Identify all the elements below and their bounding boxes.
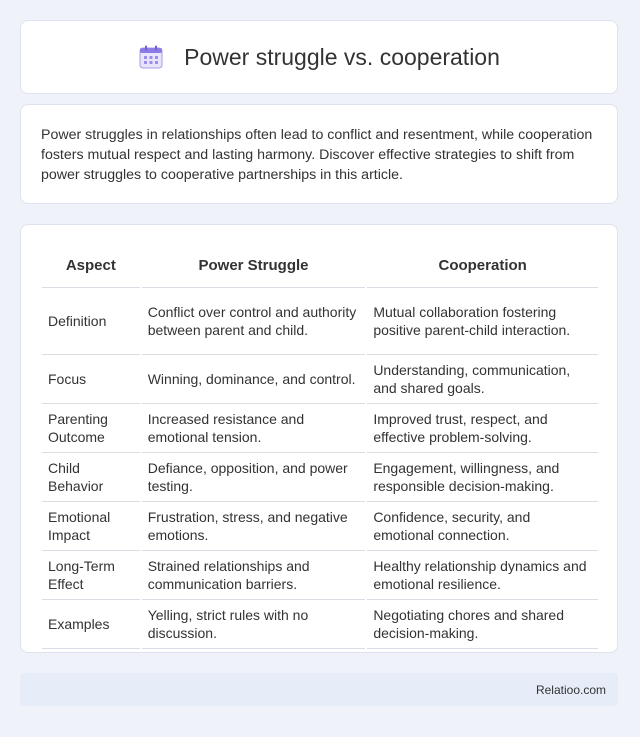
- table-row: [42, 355, 598, 404]
- header-aspect: Aspect: [42, 245, 140, 288]
- cell-aspect: Focus: [42, 355, 140, 404]
- cell-power-struggle: Winning, dominance, and control.: [142, 355, 366, 404]
- cell-power-struggle: Increased resistance and emotional tension.: [142, 404, 366, 453]
- footer-brand: Relatioo.com: [535, 682, 606, 697]
- cell-aspect: Long-Term Effect: [42, 551, 140, 600]
- table-card: [20, 224, 618, 653]
- cell-aspect: Examples: [42, 600, 140, 649]
- cell-power-struggle: Strained relationships and communication barriers.: [142, 551, 366, 600]
- intro-text: Power struggles in relationships often lead to conflict and resentment, while cooperation fosters mutual respect and lasting harmony. Discover effective strategies to shift from power struggles to cooperative partnerships in this article.: [41, 127, 593, 183]
- cell-power-struggle: Frustration, stress, and negative emotions.: [142, 502, 366, 551]
- table-row: [42, 502, 598, 551]
- cell-power-struggle: Yelling, strict rules with no discussion.: [142, 600, 366, 649]
- cell-cooperation: Improved trust, respect, and effective problem-solving.: [367, 404, 598, 453]
- cell-aspect: Emotional Impact: [42, 502, 140, 551]
- cell-cooperation: Negotiating chores and shared decision-making.: [367, 600, 598, 649]
- cell-cooperation: Confidence, security, and emotional connection.: [367, 502, 598, 551]
- cell-cooperation: Mutual collaboration fostering positive parent-child interaction.: [367, 288, 598, 355]
- cell-aspect: Child Behavior: [42, 453, 140, 502]
- calendar-icon: [138, 44, 164, 70]
- table-header-row: [42, 245, 598, 288]
- header-power-struggle: Power Struggle: [142, 245, 366, 288]
- table-row: [42, 288, 598, 355]
- table-row: [42, 600, 598, 649]
- cell-aspect: Definition: [42, 288, 140, 355]
- table-row: [42, 551, 598, 600]
- cell-aspect: Parenting Outcome: [42, 404, 140, 453]
- footer: [20, 673, 618, 706]
- cell-power-struggle: Conflict over control and authority between parent and child.: [142, 288, 366, 355]
- header-cooperation: Cooperation: [367, 245, 598, 288]
- cell-cooperation: Healthy relationship dynamics and emotional resilience.: [367, 551, 598, 600]
- cell-cooperation: Understanding, communication, and shared goals.: [367, 355, 598, 404]
- intro-card: [20, 104, 618, 204]
- title-card: [20, 20, 618, 94]
- cell-cooperation: Engagement, willingness, and responsible decision-making.: [367, 453, 598, 502]
- cell-power-struggle: Defiance, opposition, and power testing.: [142, 453, 366, 502]
- table-row: [42, 453, 598, 502]
- comparison-table: [40, 245, 600, 649]
- table-row: [42, 404, 598, 453]
- page-title: Power struggle vs. cooperation: [184, 43, 500, 70]
